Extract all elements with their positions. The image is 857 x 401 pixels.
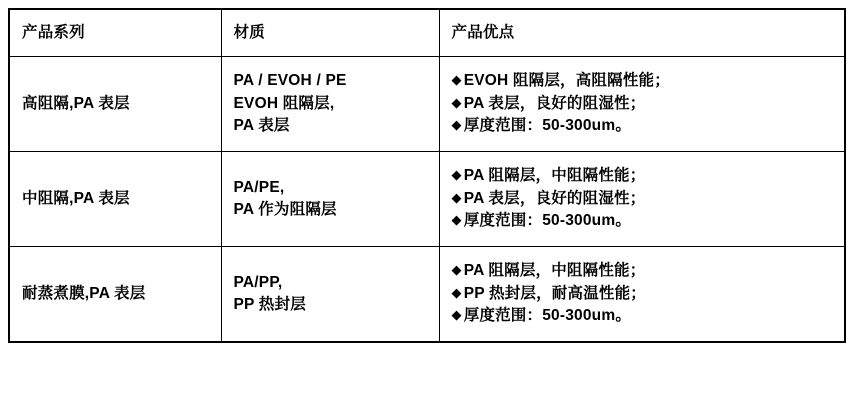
benefit-text: PA 表层，良好的阻湿性；: [463, 189, 646, 207]
material-line: PA / EVOH / PE: [233, 72, 347, 90]
diamond-bullet-icon: ◆: [451, 189, 462, 205]
benefit-item: [452, 188, 835, 210]
cell-series: 中阻隔,PA 表层: [9, 152, 221, 247]
diamond-bullet-icon: ◆: [451, 262, 462, 278]
header-cell-material: 材质: [221, 9, 439, 57]
table-header-row: [9, 9, 845, 57]
material-line: EVOH 阻隔层,: [233, 94, 335, 112]
benefit-item: [452, 210, 835, 232]
benefit-item: [452, 93, 835, 115]
diamond-bullet-icon: ◆: [451, 307, 462, 323]
benefit-text: PA 阻隔层，中阻隔性能；: [463, 262, 646, 280]
diamond-bullet-icon: ◆: [451, 212, 462, 228]
table-row: [9, 247, 845, 343]
benefit-item: [452, 70, 835, 92]
benefit-text: EVOH 阻隔层，高阻隔性能；: [463, 72, 670, 90]
cell-material: [221, 57, 439, 152]
diamond-bullet-icon: ◆: [451, 167, 462, 183]
benefit-item: [452, 115, 835, 137]
diamond-bullet-icon: ◆: [451, 94, 462, 110]
cell-benefits: [439, 247, 845, 343]
diamond-bullet-icon: ◆: [451, 117, 462, 133]
cell-benefits: [439, 57, 845, 152]
material-line: PP 热封层: [233, 296, 306, 313]
header-cell-benefits: 产品优点: [439, 9, 845, 57]
header-cell-series: 产品系列: [9, 9, 221, 57]
benefit-item: [452, 305, 835, 327]
benefit-item: [452, 260, 835, 282]
material-line: PA/PP,: [233, 273, 283, 291]
product-comparison-table: [8, 8, 846, 343]
table-row: [9, 152, 845, 247]
benefit-text: PP 热封层，耐高温性能；: [463, 284, 647, 302]
benefit-text: PA 阻隔层，中阻隔性能；: [463, 167, 646, 185]
cell-material: [221, 247, 439, 343]
cell-benefits: [439, 152, 845, 247]
table-row: [9, 57, 845, 152]
benefit-item: [452, 283, 835, 305]
benefit-text: 厚度范围：50-300um。: [463, 212, 632, 230]
benefit-text: 厚度范围：50-300um。: [463, 307, 632, 325]
cell-material: [221, 152, 439, 247]
benefit-text: PA 表层，良好的阻湿性；: [463, 94, 646, 112]
benefit-text: 厚度范围：50-300um。: [463, 117, 632, 135]
benefit-item: [452, 165, 835, 187]
cell-series: 高阻隔,PA 表层: [9, 57, 221, 152]
material-line: PA 表层: [233, 117, 290, 135]
diamond-bullet-icon: ◆: [451, 72, 462, 88]
material-line: PA 作为阻隔层: [233, 201, 337, 218]
cell-series: 耐蒸煮膜,PA 表层: [9, 247, 221, 343]
diamond-bullet-icon: ◆: [451, 284, 462, 300]
material-line: PA/PE,: [233, 178, 285, 196]
